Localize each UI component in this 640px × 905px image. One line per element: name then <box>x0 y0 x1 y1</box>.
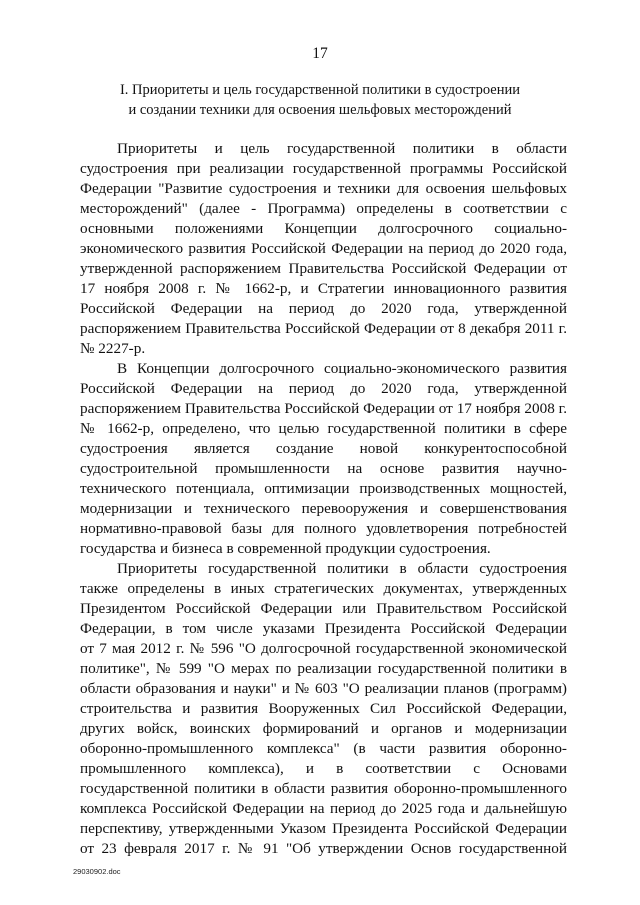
text-line: комплекса Российской Федерации на период до 2025 года и дальнейшую <box>80 800 567 817</box>
page-number: 17 <box>312 45 328 62</box>
text-line: промышленного комплекса), и в соответствии с Основами <box>80 760 567 777</box>
text-line: экономического развития Российской Федерации на период до 2020 года, <box>80 240 567 257</box>
text-line: от 7 мая 2012 г. № 596 "О долгосрочной государственной экономической <box>80 640 567 657</box>
text-line: области образования и науки" и № 603 "О реализации планов (программ) <box>80 680 567 697</box>
text-line: Российской Федерации на период до 2020 года, утвержденной <box>80 380 567 397</box>
document-body <box>80 139 567 859</box>
document-filename: 29030902.doc <box>73 867 121 876</box>
text-line: также определены в иных стратегических документах, утвержденных <box>80 580 567 597</box>
text-line: В Концепции долгосрочного социально-экономического развития <box>117 360 567 377</box>
text-line: модернизации и технического перевооружения и совершенствования <box>80 500 567 517</box>
text-line: политике", № 599 "О мерах по реализации государственной политики в <box>80 660 567 677</box>
paragraph <box>80 359 567 559</box>
heading-line: I. Приоритеты и цель государственной политики в судостроении <box>119 82 521 98</box>
heading-line: и создании техники для освоения шельфовых месторождений <box>128 102 512 118</box>
text-line: Президентом Российской Федерации или Правительством Российской <box>80 600 567 617</box>
text-line: Приоритеты государственной политики в области судостроения <box>117 560 567 577</box>
text-line: нормативно-правовой базы для полного удовлетворения потребностей <box>80 520 567 537</box>
text-line: утвержденной распоряжением Правительства Российской Федерации от <box>80 260 567 277</box>
text-line: № 2227-р. <box>80 340 146 357</box>
text-line: судостроительной промышленности на основе развития научно- <box>80 460 567 477</box>
text-line: от 23 февраля 2017 г. № 91 "Об утверждении Основ государственной <box>80 840 567 857</box>
text-line: основными положениями Концепции долгосрочного социально- <box>80 220 567 237</box>
text-line: месторождений" (далее - Программа) определены в соответствии с <box>80 200 567 217</box>
text-line: Российской Федерации на период до 2020 года, утвержденной <box>80 300 567 317</box>
text-line: распоряжением Правительства Российской Федерации от 8 декабря 2011 г. <box>80 320 567 337</box>
text-line: Федерации "Развитие судостроения и техники для освоения шельфовых <box>80 180 567 197</box>
text-line: распоряжением Правительства Российской Федерации от 17 ноября 2008 г. <box>80 400 567 417</box>
text-line: № 1662-р, определено, что целью государственной политики в сфере <box>80 420 567 437</box>
paragraph <box>80 559 567 859</box>
text-line: судостроения является создание новой конкурентоспособной <box>80 440 567 457</box>
text-line: судостроения при реализации государственной программы Российской <box>80 160 567 177</box>
text-line: технического потенциала, оптимизации производственных мощностей, <box>80 480 567 497</box>
text-line: государственной политики в области развития оборонно-промышленного <box>80 780 567 797</box>
section-heading <box>80 80 560 120</box>
text-line: Федерации, в том числе указами Президента Российской Федерации <box>80 620 567 637</box>
text-line: строительства и развития Вооруженных Сил Российской Федерации, <box>80 700 567 717</box>
text-line: оборонно-промышленного комплекса" (в части развития оборонно- <box>80 740 567 757</box>
paragraph <box>80 139 567 359</box>
text-line: Приоритеты и цель государственной политики в области <box>117 140 567 157</box>
text-line: других войск, воинских формирований и органов и модернизации <box>80 720 567 737</box>
text-line: государства и бизнеса в современной продукции судостроения. <box>80 540 491 557</box>
text-line: перспективу, утвержденными Указом Президента Российской Федерации <box>80 820 567 837</box>
text-line: 17 ноября 2008 г. № 1662-р, и Стратегии инновационного развития <box>80 280 567 297</box>
